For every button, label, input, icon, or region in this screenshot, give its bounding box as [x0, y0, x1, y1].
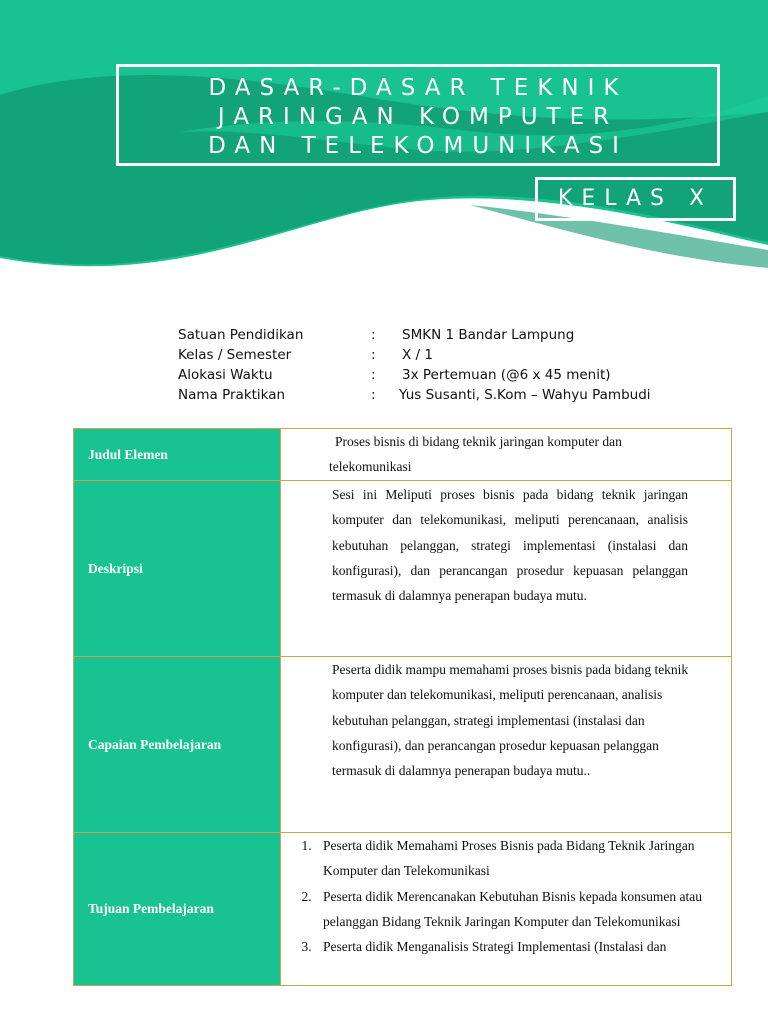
- capaian-text: Peserta didik mampu memahami proses bisnis pada bidang teknik komputer dan telekomunikasi, meliputi perencanaan, analisis kebutuhan pelanggan, strategi implementasi (instalasi dan konfigurasi), dan perancangan prosedur kepuasan pelanggan termasuk di dalamnya penerapan budaya mutu..: [332, 662, 689, 779]
- info-colon: :: [371, 367, 376, 383]
- info-label: Nama Praktikan: [178, 387, 286, 403]
- header-banner: [0, 0, 768, 300]
- info-colon: :: [371, 387, 376, 403]
- kelas-badge: KELAS X: [535, 177, 736, 221]
- table-row: [74, 481, 732, 657]
- table-row: [74, 429, 732, 481]
- row-header-deskripsi: Deskripsi: [74, 481, 281, 657]
- title-line-1: DASAR-DASAR TEKNIK: [208, 75, 628, 101]
- info-row: [178, 347, 698, 367]
- list-item: 1. Peserta didik Memahami Proses Bisnis pada Bidang Teknik Jaringan Komputer dan Telekomunikasi: [315, 833, 719, 884]
- info-block: [178, 327, 698, 407]
- info-colon: :: [371, 347, 376, 363]
- row-header-capaian: Capaian Pembelajaran: [74, 657, 281, 833]
- info-row: [178, 327, 698, 347]
- info-row: [178, 367, 698, 387]
- list-item: 2. Peserta didik Merencanakan Kebutuhan Bisnis kepada konsumen atau pelanggan Bidang Teknik Jaringan Komputer dan Telekomunikasi: [315, 884, 719, 935]
- info-label: Alokasi Waktu: [178, 367, 273, 383]
- info-value: X / 1: [402, 347, 433, 363]
- info-label: Satuan Pendidikan: [178, 327, 304, 343]
- tujuan-content: [281, 833, 731, 984]
- title-line-3: DAN TELEKOMUNIKASI: [208, 133, 628, 159]
- info-value: 3x Pertemuan (@6 x 45 menit): [402, 367, 611, 383]
- title-line-2: JARINGAN KOMPUTER: [217, 104, 619, 130]
- deskripsi-text: Sesi ini Meliputi proses bisnis pada bidang teknik jaringan komputer dan telekomunikasi, meliputi perencanaan, analisis kebutuhan pelanggan, strategi implementasi (instalasi dan konfigurasi), dan perancangan prosedur kepuasan pelanggan termasuk di dalamnya penerapan budaya mutu.: [332, 487, 688, 604]
- row-header-tujuan: Tujuan Pembelajaran: [74, 833, 281, 986]
- row-header-judul: Judul Elemen: [74, 429, 281, 481]
- info-row: [178, 387, 698, 407]
- list-item: 3. Peserta didik Menganalisis Strategi Implementasi (Instalasi dan: [315, 934, 719, 959]
- info-value: SMKN 1 Bandar Lampung: [402, 327, 575, 343]
- tujuan-list: [281, 833, 731, 959]
- info-colon: :: [371, 327, 376, 343]
- table-row: [74, 657, 732, 833]
- judul-text: Proses bisnis di bidang teknik jaringan komputer dan telekomunikasi: [329, 434, 622, 475]
- table-row: [74, 833, 732, 986]
- info-label: Kelas / Semester: [178, 347, 292, 363]
- learning-table: [73, 428, 732, 986]
- info-value: Yus Susanti, S.Kom – Wahyu Pambudi: [399, 387, 651, 403]
- document-title-box: [116, 64, 720, 166]
